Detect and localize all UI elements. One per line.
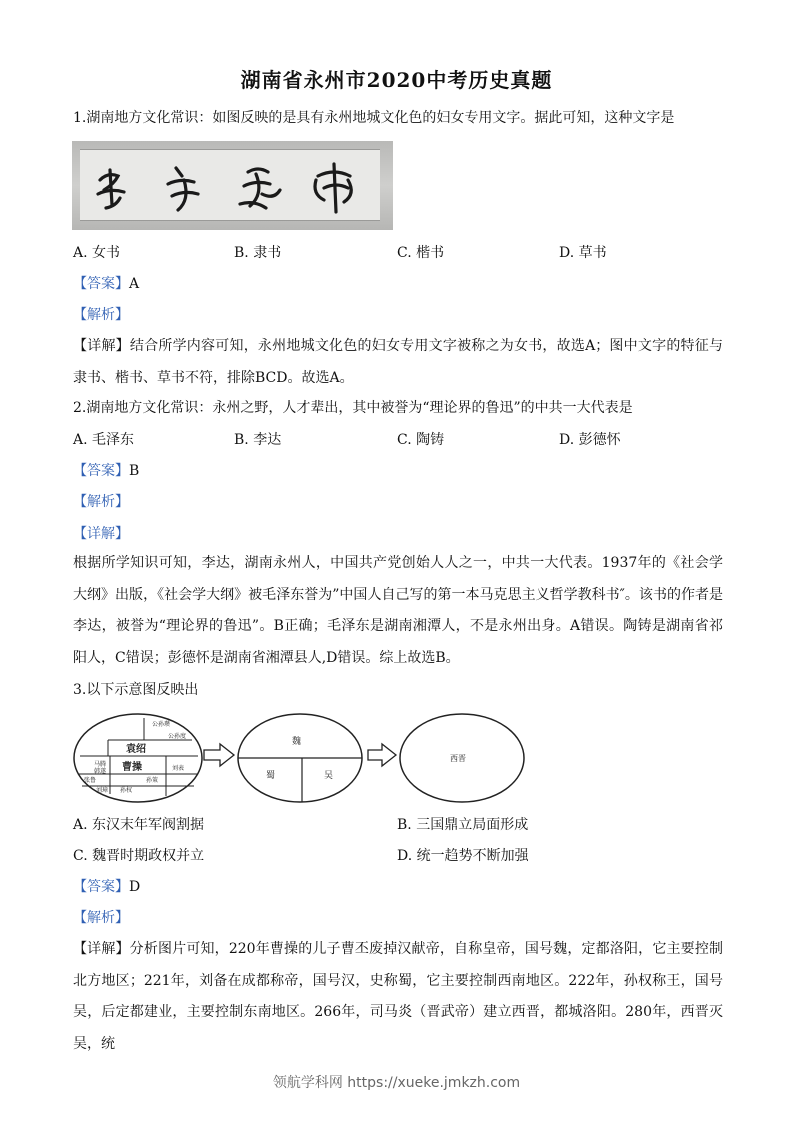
q1-stem: 1.湖南地方文化常识：如图反映的是具有永州地城文化色的妇女专用文字。据此可知，这种文字是 (73, 110, 675, 126)
warlords-ellipse (74, 714, 202, 802)
answer-tag: 【答案】 (73, 879, 129, 895)
label-wei: 魏 (292, 737, 302, 747)
q1-option-d: D. 草书 (559, 245, 607, 261)
nushu-script-photo (72, 141, 393, 230)
answer-tag: 【答案】 (73, 276, 129, 292)
page-title: 湖南省永州市2020中考历史真题 (240, 68, 553, 92)
label-sunce: 孙策 (146, 777, 159, 784)
q1-answer (73, 274, 723, 294)
detail-text: 结合所学内容可知，永州地城文化色的妇女专用文字被称之为女书，故选A；图中文字的特征与隶书、楷书、草书不符，排除BCD。故选A。 (73, 338, 724, 386)
label-wu: 吴 (324, 771, 334, 781)
q2-option-c: C. 陶铸 (397, 432, 445, 448)
page-footer: 领航学科网 https://xueke.jmkzh.com (272, 1075, 521, 1091)
warlords-grid (78, 718, 198, 796)
q1-analysis-tag: 【解析】 (73, 307, 129, 323)
label-caocao: 曹操 (122, 762, 142, 773)
answer-value: A (129, 276, 140, 292)
nushu-script-strip (80, 149, 380, 221)
arrow-1-icon (204, 744, 234, 766)
label-xijin: 西晋 (450, 754, 466, 763)
label-hansui: 韩遂 (94, 768, 107, 775)
q2-stem: 2.湖南地方文化常识：永州之野，人才辈出，其中被誉为“理论界的鲁迅”的中共一大代表是 (73, 400, 633, 416)
q2-option-d: D. 彭德怀 (559, 432, 621, 448)
nushu-glyphs (80, 150, 380, 220)
q2-detail: 根据所学知识可知，李达，湖南永州人，中国共产党创始人人之一，中共一大代表。1937年的《社会学大纲》出版，《社会学大纲》被毛泽东誉为”中国人自己写的第一本马克思主义哲学教科书″。该书的作者是李达，被誉为“理论界的鲁迅”。B正确；毛泽东是湖南湘潭人，不是永州出身。A错误。陶铸是湖南省祁阳人，C错误；彭德怀是湖南省湘潭县人,D错误。综上故选B。 (73, 555, 723, 666)
q1-option-c: C. 楷书 (397, 245, 445, 261)
q3-option-c: C. 魏晋时期政权并立 (73, 848, 205, 864)
label-gongsunzan: 公孙瓒 (152, 721, 171, 728)
arrow-2-icon (368, 744, 396, 766)
q3-stem: 3.以下示意图反映出 (73, 682, 199, 698)
q1-option-b: B. 隶书 (234, 245, 282, 261)
detail-tag: 【详解】 (73, 941, 130, 957)
q2-option-a: A. 毛泽东 (73, 432, 135, 448)
label-mateng: 马腾 (94, 761, 107, 768)
q3-analysis-tag: 【解析】 (73, 910, 129, 926)
answer-value: B (129, 463, 140, 479)
label-shu: 蜀 (266, 771, 276, 781)
label-sunquan: 孙权 (120, 787, 133, 794)
detail-tag: 【详解】 (73, 338, 130, 354)
answer-tag: 【答案】 (73, 463, 129, 479)
label-liuzhang: 刘璋 (96, 787, 109, 794)
q3-option-a: A. 东汉末年军阀割据 (73, 817, 205, 833)
q3-option-d: D. 统一趋势不断加强 (397, 848, 529, 864)
detail-text: 分析图片可知，220年曹操的儿子曹丕废掉汉献帝，自称皇帝，国号魏，定都洛阳，它主要控制北方地区；221年，刘备在成都称帝，国号汉，史称蜀，它主要控制西南地区。222年，孙权称王，国号吴，后定都建业，主要控制东南地区。266年，司马炎（晋武帝）建立西晋，都城洛阳。280年，西晋灭吴，统 (73, 941, 723, 1052)
q2-analysis-tag: 【解析】 (73, 494, 129, 510)
label-liubiao: 刘表 (172, 765, 185, 772)
label-yuanshao: 袁绍 (126, 744, 146, 755)
q2-answer (73, 461, 723, 481)
q2-detail-tag: 【详解】 (73, 526, 129, 542)
q3-answer (73, 877, 723, 897)
history-diagram (72, 712, 552, 804)
q1-option-a: A. 女书 (73, 245, 121, 261)
q1-detail (73, 331, 723, 394)
q3-detail (73, 934, 723, 1060)
label-gongsundu: 公孙度 (168, 733, 187, 740)
answer-value: D (129, 879, 141, 895)
warlords-labels (84, 720, 186, 794)
q3-option-b: B. 三国鼎立局面形成 (397, 817, 529, 833)
q2-option-b: B. 李达 (234, 432, 282, 448)
label-zhanglu: 张鲁 (84, 777, 97, 784)
